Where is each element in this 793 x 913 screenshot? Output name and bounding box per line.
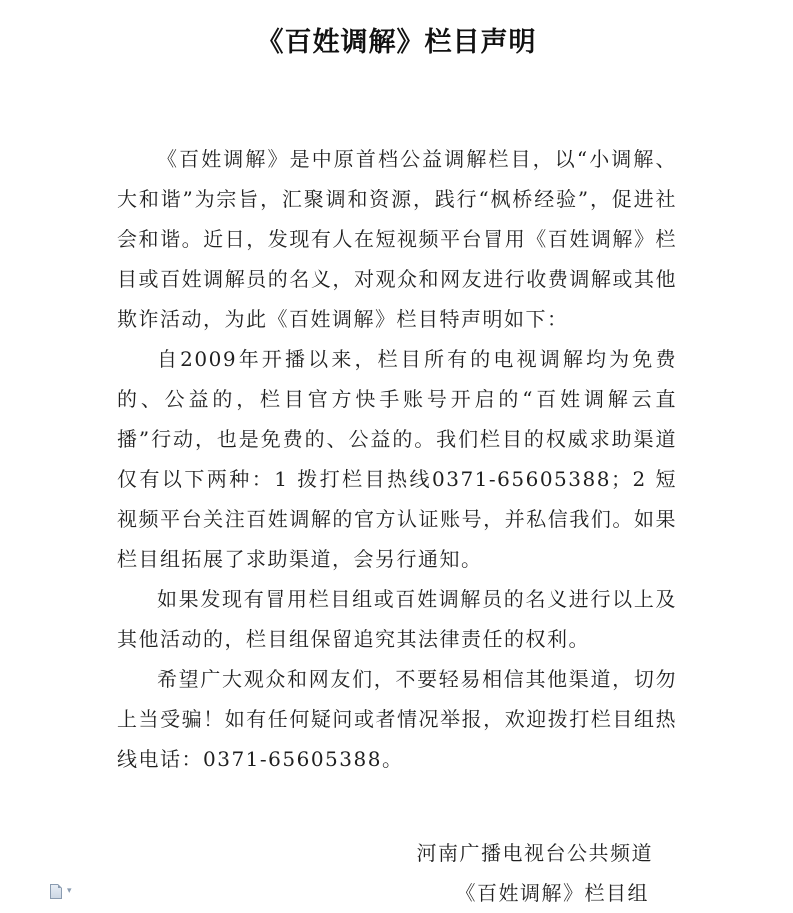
paragraph-channels: 自2009年开播以来，栏目所有的电视调解均为免费的、公益的，栏目官方快手账号开启的“百姓调解云直播”行动，也是免费的、公益的。我们栏目的权威求助渠道仅有以下两种：1 拨打栏目热线0371-65605388；2 短视频平台关注百姓调解的官方认证账号，并私信我们。如果栏目组拓展了求助渠道，会另行通知。 (117, 347, 677, 571)
paragraph-warning: 希望广大观众和网友们，不要轻易相信其他渠道，切勿上当受骗！如有任何疑问或者情况举报，欢迎拨打栏目组热线电话：0371-65605388。 (117, 667, 677, 771)
paragraph-intro: 《百姓调解》是中原首档公益调解栏目，以“小调解、大和谐”为宗旨，汇聚调和资源，践行“枫桥经验”，促进社会和谐。近日，发现有人在短视频平台冒用《百姓调解》栏目或百姓调解员的名义，对观众和网友进行收费调解或其他欺诈活动，为此《百姓调解》栏目特声明如下： (117, 147, 677, 331)
document-icon[interactable] (50, 884, 62, 899)
signature-org: 河南广播电视台公共频道 (416, 841, 653, 865)
signature-block (417, 833, 654, 913)
paragraph-legal: 如果发现有冒用栏目组或百姓调解员的名义进行以上及其他活动的，栏目组保留追究其法律责任的权利。 (117, 587, 677, 651)
document-body (117, 139, 677, 779)
chevron-down-icon[interactable]: ▾ (67, 886, 72, 896)
signature-column: 《百姓调解》栏目组 (455, 881, 649, 905)
page-title: 《百姓调解》栏目声明 (256, 27, 537, 58)
